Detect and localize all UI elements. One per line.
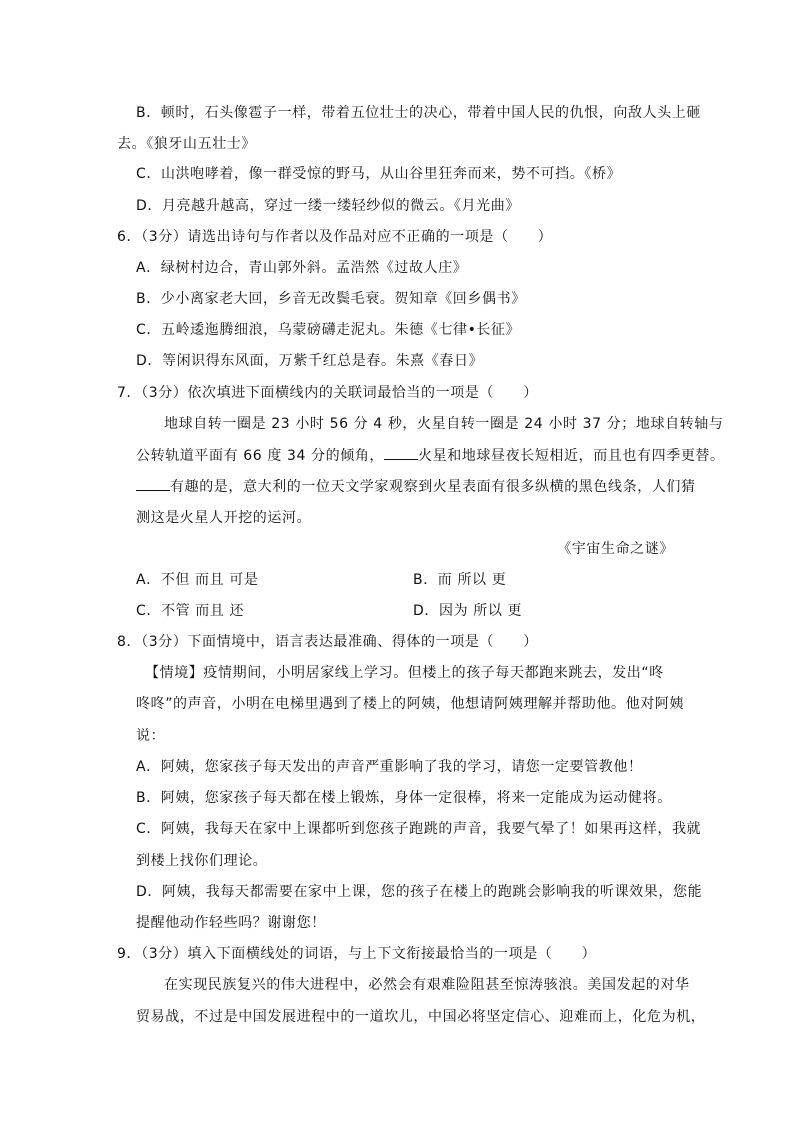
q5-option-c: C．山洪咆哮着，像一群受惊的野马，从山谷里狂奔而来，势不可挡。《桥》 bbox=[136, 166, 622, 182]
q7-source: 《宇宙生命之谜》 bbox=[557, 541, 674, 557]
q6-option-c: C．五岭逶迤腾细浪，乌蒙磅礴走泥丸。朱德《七律•长征》 bbox=[136, 322, 521, 338]
q9-stem: 9．（3分）填入下面横线处的词语，与上下文衔接最恰当的一项是（ ） bbox=[117, 946, 597, 962]
q7-blank-2 bbox=[384, 447, 418, 460]
q7-passage-line2 bbox=[136, 447, 725, 465]
q7-passage-line2-start: 公转轨道平面有 66 度 34 分的倾角， bbox=[136, 448, 385, 464]
q8-option-d-line2: 提醒他动作轻些吗？谢谢您！ bbox=[136, 915, 326, 931]
q8-situation-line2: 咚咚”的声音，小明在电梯里遇到了楼上的阿姨，他想请阿姨理解并帮助他。他对阿姨 bbox=[136, 696, 685, 712]
q6-option-a: A．绿树村边合，青山郭外斜。孟浩然《过故人庄》 bbox=[136, 260, 468, 276]
q7-passage-line4: 测这是火星人开挖的运河。 bbox=[136, 510, 312, 526]
q7-option-c: C．不管 而且 还 bbox=[136, 603, 245, 619]
q8-option-b: B．阿姨，您家孩子每天都在楼上锻炼，身体一定很棒，将来一定能成为运动健将。 bbox=[136, 790, 672, 806]
q7-blank-3 bbox=[136, 478, 170, 491]
q5-option-b-line1: B．顿时，石头像雹子一样，带着五位壮士的决心，带着中国人民的仇恨，向敌人头上砸 bbox=[136, 105, 702, 121]
q5-option-b-line2: 去。《狼牙山五壮士》 bbox=[117, 136, 256, 152]
q6-stem: 6．（3分）请选出诗句与作者以及作品对应不正确的一项是（ ） bbox=[117, 229, 553, 245]
q6-option-b: B．少小离家老大回，乡音无改鬓毛衰。贺知章《回乡偶书》 bbox=[136, 291, 526, 307]
q7-passage-line3-text: 有趣的是，意大利的一位天文学家观察到火星表面有很多纵横的黑色线条，人们猜 bbox=[170, 479, 696, 495]
q8-option-a: A．阿姨，您家孩子每天发出的声音严重影响了我的学习，请您一定要管教他！ bbox=[136, 759, 643, 775]
q8-situation-line3: 说： bbox=[136, 728, 166, 744]
q6-option-d: D．等闲识得东风面，万紫千红总是春。朱熹《春日》 bbox=[136, 353, 484, 369]
q8-situation-line1: 【情境】疫情期间，小明居家线上学习。但楼上的孩子每天都跑来跳去，发出“咚 bbox=[145, 665, 664, 681]
q8-option-c-line2: 到楼上找你们理论。 bbox=[136, 853, 268, 869]
q9-passage-line1: 在实现民族复兴的伟大进程中，必然会有艰难险阻甚至惊涛骇浪。美国发起的对华 bbox=[164, 977, 690, 993]
q9-passage-line2: 贸易战，不过是中国发展进程中的一道坎儿，中国必将坚定信心、迎难而上，化危为机， bbox=[136, 1009, 706, 1025]
q7-passage-line1: 地球自转一圈是 23 小时 56 分 4 秒，火星自转一圈是 24 小时 37 分；地球自转轴与 bbox=[164, 416, 724, 432]
q7-stem: 7．（3分）依次填进下面横线内的关联词最恰当的一项是（ ） bbox=[117, 385, 538, 401]
q7-option-b: B．而 所以 更 bbox=[413, 572, 507, 588]
q7-passage-line2-end: 火星和地球昼夜长短相近，而且也有四季更替。 bbox=[418, 448, 725, 464]
q5-option-d: D．月亮越升越高，穿过一缕一缕轻纱似的微云。《月光曲》 bbox=[136, 198, 520, 214]
q8-option-d-line1: D．阿姨，我每天都需要在家中上课，您的孩子在楼上的跑跳会影响我的听课效果，您能 bbox=[136, 884, 703, 900]
q8-option-c-line1: C．阿姨，我每天在家中上课都听到您孩子跑跳的声音，我要气晕了！如果再这样，我就 bbox=[136, 821, 702, 837]
q7-option-d: D．因为 所以 更 bbox=[413, 603, 523, 619]
q8-stem: 8．（3分）下面情境中，语言表达最准确、得体的一项是（ ） bbox=[117, 634, 538, 650]
q7-passage-line3 bbox=[136, 478, 696, 496]
q7-option-a: A．不但 而且 可是 bbox=[136, 572, 259, 588]
